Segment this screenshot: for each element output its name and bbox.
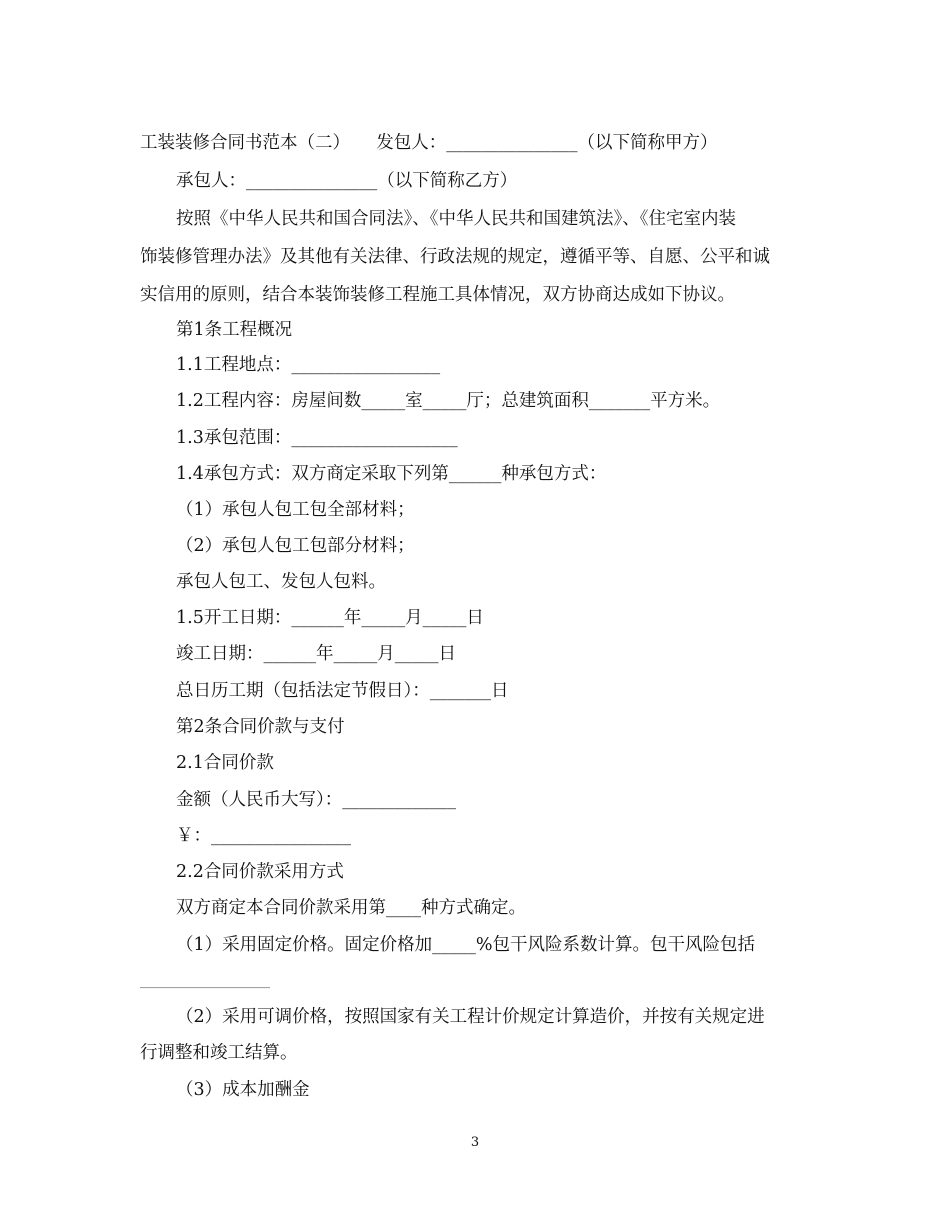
preamble-paragraph-line-1: 按照《中华人民共和国合同法》、《中华人民共和国建筑法》、《住宅室内装 — [176, 209, 736, 229]
clause-1-5-start-date: 1.5开工日期：______年_____月_____日 — [176, 608, 484, 628]
contract-title-line: 工装装修合同书范本（二） 发包人：_______________（以下简称甲方） — [140, 133, 718, 153]
preamble-paragraph-line-3: 实信用的原则，结合本装饰装修工程施工具体情况，双方协商达成如下协议。 — [140, 285, 735, 305]
preamble-paragraph-line-2: 饰装修管理办法》及其他有关法律、行政法规的规定，遵循平等、自愿、公平和诚 — [140, 247, 770, 267]
clause-1-2-content: 1.2工程内容：房屋间数_____室_____厅；总建筑面积_______平方米。 — [176, 391, 721, 411]
method-option-3: 承包人包工、发包人包料。 — [176, 572, 386, 592]
method-option-2: （2）承包人包工包部分材料； — [176, 536, 415, 556]
price-option-1-line: （1）采用固定价格。固定价格加_____%包干风险系数计算。包干风险包括 — [176, 935, 756, 955]
amount-in-figures-line: ￥：________________ — [176, 826, 351, 846]
total-calendar-days-line: 总日历工期（包括法定节假日）：_______日 — [176, 681, 509, 701]
price-option-2-line-2: 行调整和竣工结算。 — [140, 1043, 298, 1063]
clause-2-1-heading: 2.1合同价款 — [176, 753, 274, 773]
amount-in-words-line: 金额（人民币大写）：_____________ — [176, 790, 456, 810]
method-option-1: （1）承包人包工包全部材料； — [176, 500, 415, 520]
price-option-2-line-1: （2）采用可调价格，按照国家有关工程计价规定计算造价，并按有关规定进 — [176, 1007, 765, 1027]
article-1-heading: 第1条工程概况 — [176, 320, 293, 340]
clause-1-4-method: 1.4承包方式：双方商定采取下列第______种承包方式： — [176, 464, 607, 484]
clause-2-2-heading: 2.2合同价款采用方式 — [176, 862, 344, 882]
price-method-line: 双方商定本合同价款采用第____种方式确定。 — [176, 898, 526, 918]
page-number: 3 — [470, 1135, 480, 1150]
clause-1-3-scope: 1.3承包范围：___________________ — [176, 428, 458, 448]
contractor-line: 承包人：_______________（以下简称乙方） — [176, 171, 518, 191]
clause-1-1-location: 1.1工程地点：_________________ — [176, 355, 441, 375]
price-option-1-blank: ____________________ — [140, 974, 270, 989]
article-2-heading: 第2条合同价款与支付 — [176, 717, 345, 737]
completion-date-line: 竣工日期：______年_____月_____日 — [176, 644, 456, 664]
price-option-3-line: （3）成本加酬金 — [176, 1080, 310, 1100]
